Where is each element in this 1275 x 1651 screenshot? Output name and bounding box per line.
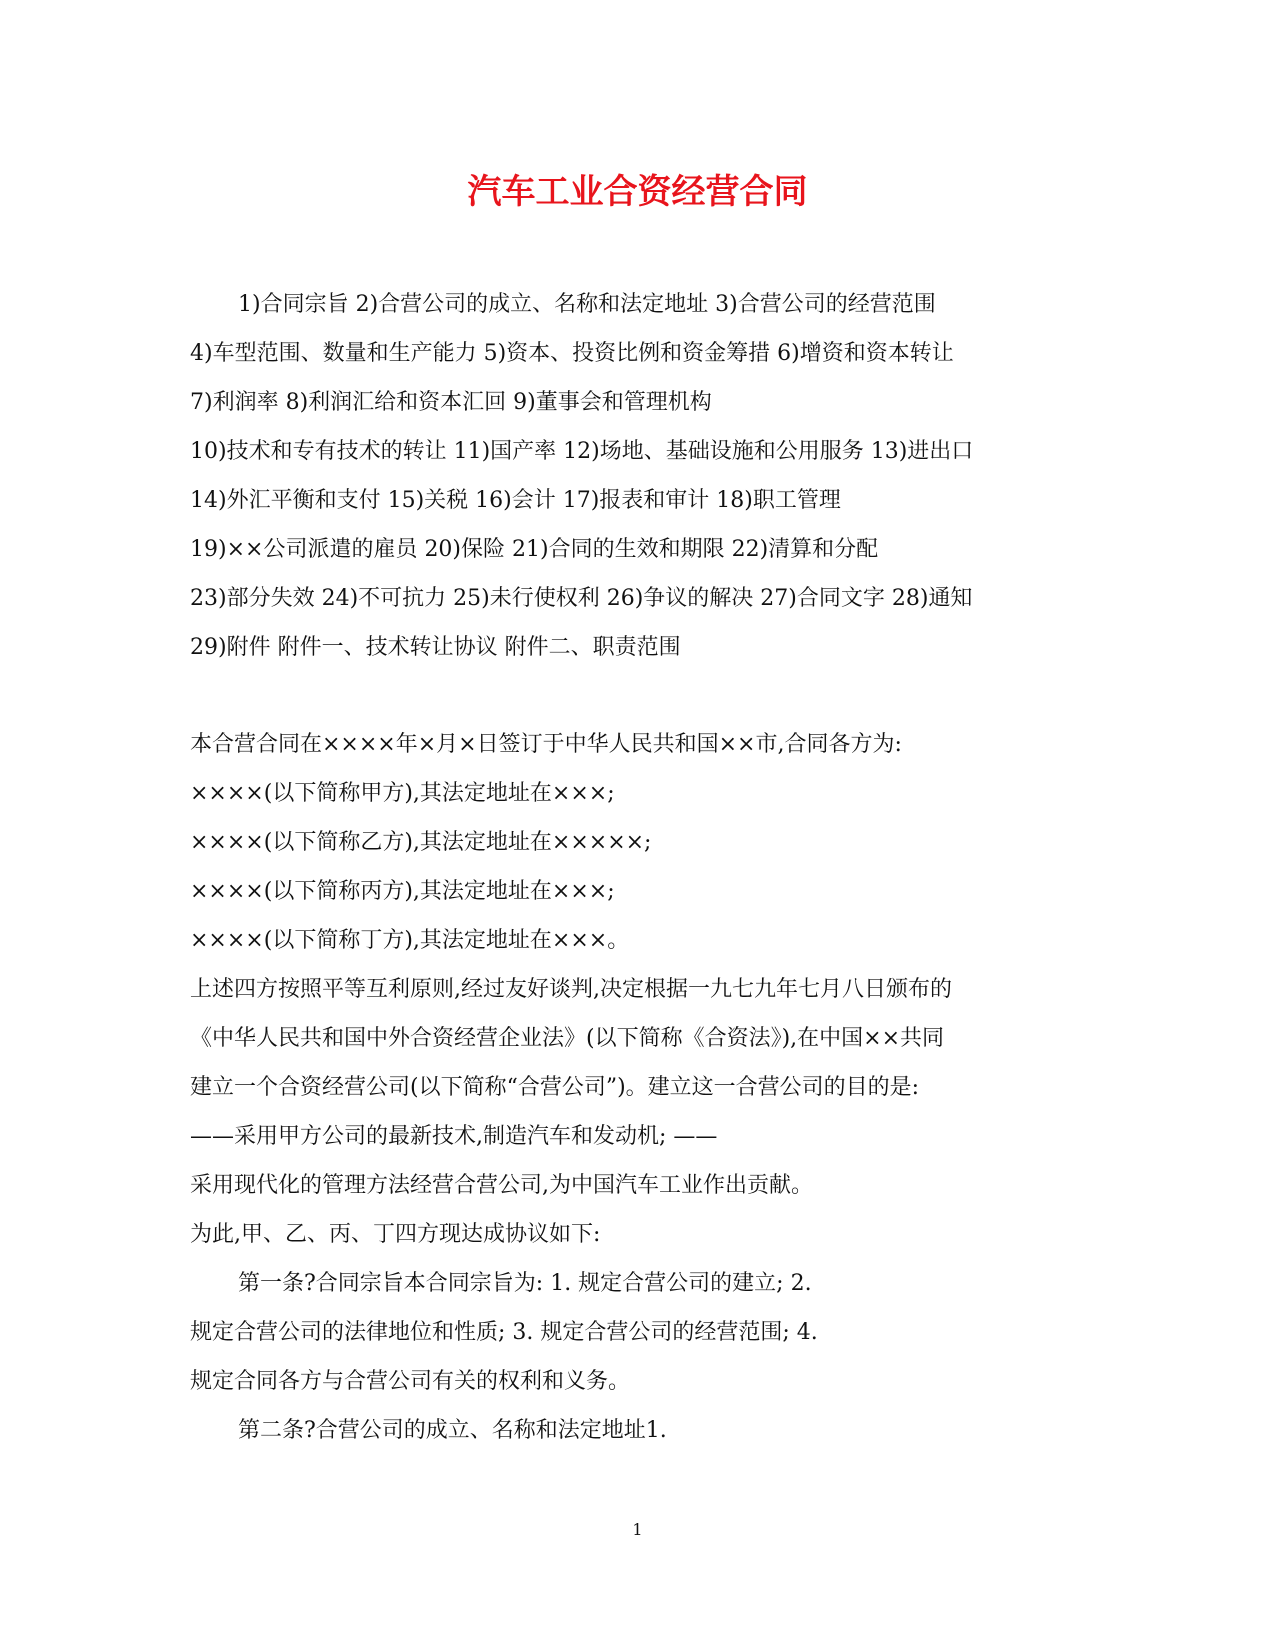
document-title: 汽车工业合资经营合同 bbox=[467, 172, 808, 212]
body-line: 《中华人民共和国中外合资经营企业法》(以下简称《合资法》),在中国××共同 bbox=[190, 1026, 945, 1051]
body-line: 采用现代化的管理方法经营合营公司,为中国汽车工业作出贡献。 bbox=[190, 1173, 813, 1198]
body-line: 本合营合同在××××年×月×日签订于中华人民共和国××市,合同各方为: bbox=[190, 732, 902, 757]
document-body bbox=[190, 280, 1090, 1455]
toc-line: 1)合同宗旨 2)合营公司的成立、名称和法定地址 3)合营公司的经营范围 bbox=[238, 292, 936, 317]
body-line: ××××(以下简称甲方),其法定地址在×××; bbox=[190, 781, 615, 806]
toc-line: 23)部分失效 24)不可抗力 25)未行使权利 26)争议的解决 27)合同文字 28)通知 bbox=[190, 586, 973, 611]
toc-line: 4)车型范围、数量和生产能力 5)资本、投资比例和资金筹措 6)增资和资本转让 bbox=[190, 341, 954, 366]
body-line: ××××(以下简称丁方),其法定地址在×××。 bbox=[190, 928, 630, 953]
toc-line: 14)外汇平衡和支付 15)关税 16)会计 17)报表和审计 18)职工管理 bbox=[190, 488, 841, 513]
body-line: ××××(以下简称乙方),其法定地址在×××××; bbox=[190, 830, 652, 855]
article-1-line: 第一条?合同宗旨本合同宗旨为: 1. 规定合营公司的建立; 2. bbox=[238, 1271, 812, 1296]
page-number: 1 bbox=[632, 1520, 643, 1539]
body-line: ——采用甲方公司的最新技术,制造汽车和发动机; —— bbox=[190, 1124, 718, 1149]
article-2-line: 第二条?合营公司的成立、名称和法定地址1. bbox=[238, 1418, 667, 1443]
section-gap bbox=[190, 672, 1090, 720]
toc-line: 19)××公司派遣的雇员 20)保险 21)合同的生效和期限 22)清算和分配 bbox=[190, 537, 879, 562]
article-1-line: 规定合营公司的法律地位和性质; 3. 规定合营公司的经营范围; 4. bbox=[190, 1320, 818, 1345]
body-line: 建立一个合资经营公司(以下简称“合营公司”)。建立这一合营公司的目的是: bbox=[190, 1075, 920, 1100]
toc-line: 10)技术和专有技术的转让 11)国产率 12)场地、基础设施和公用服务 13)进出口 bbox=[190, 439, 974, 464]
body-line: 上述四方按照平等互利原则,经过友好谈判,决定根据一九七九年七月八日颁布的 bbox=[190, 977, 952, 1002]
toc-line: 7)利润率 8)利润汇给和资本汇回 9)董事会和管理机构 bbox=[190, 390, 712, 415]
body-line: 为此,甲、乙、丙、丁四方现达成协议如下: bbox=[190, 1222, 601, 1247]
toc-line: 29)附件 附件一、技术转让协议 附件二、职责范围 bbox=[190, 635, 681, 660]
article-1-line: 规定合同各方与合营公司有关的权利和义务。 bbox=[190, 1369, 631, 1394]
body-line: ××××(以下简称丙方),其法定地址在×××; bbox=[190, 879, 615, 904]
